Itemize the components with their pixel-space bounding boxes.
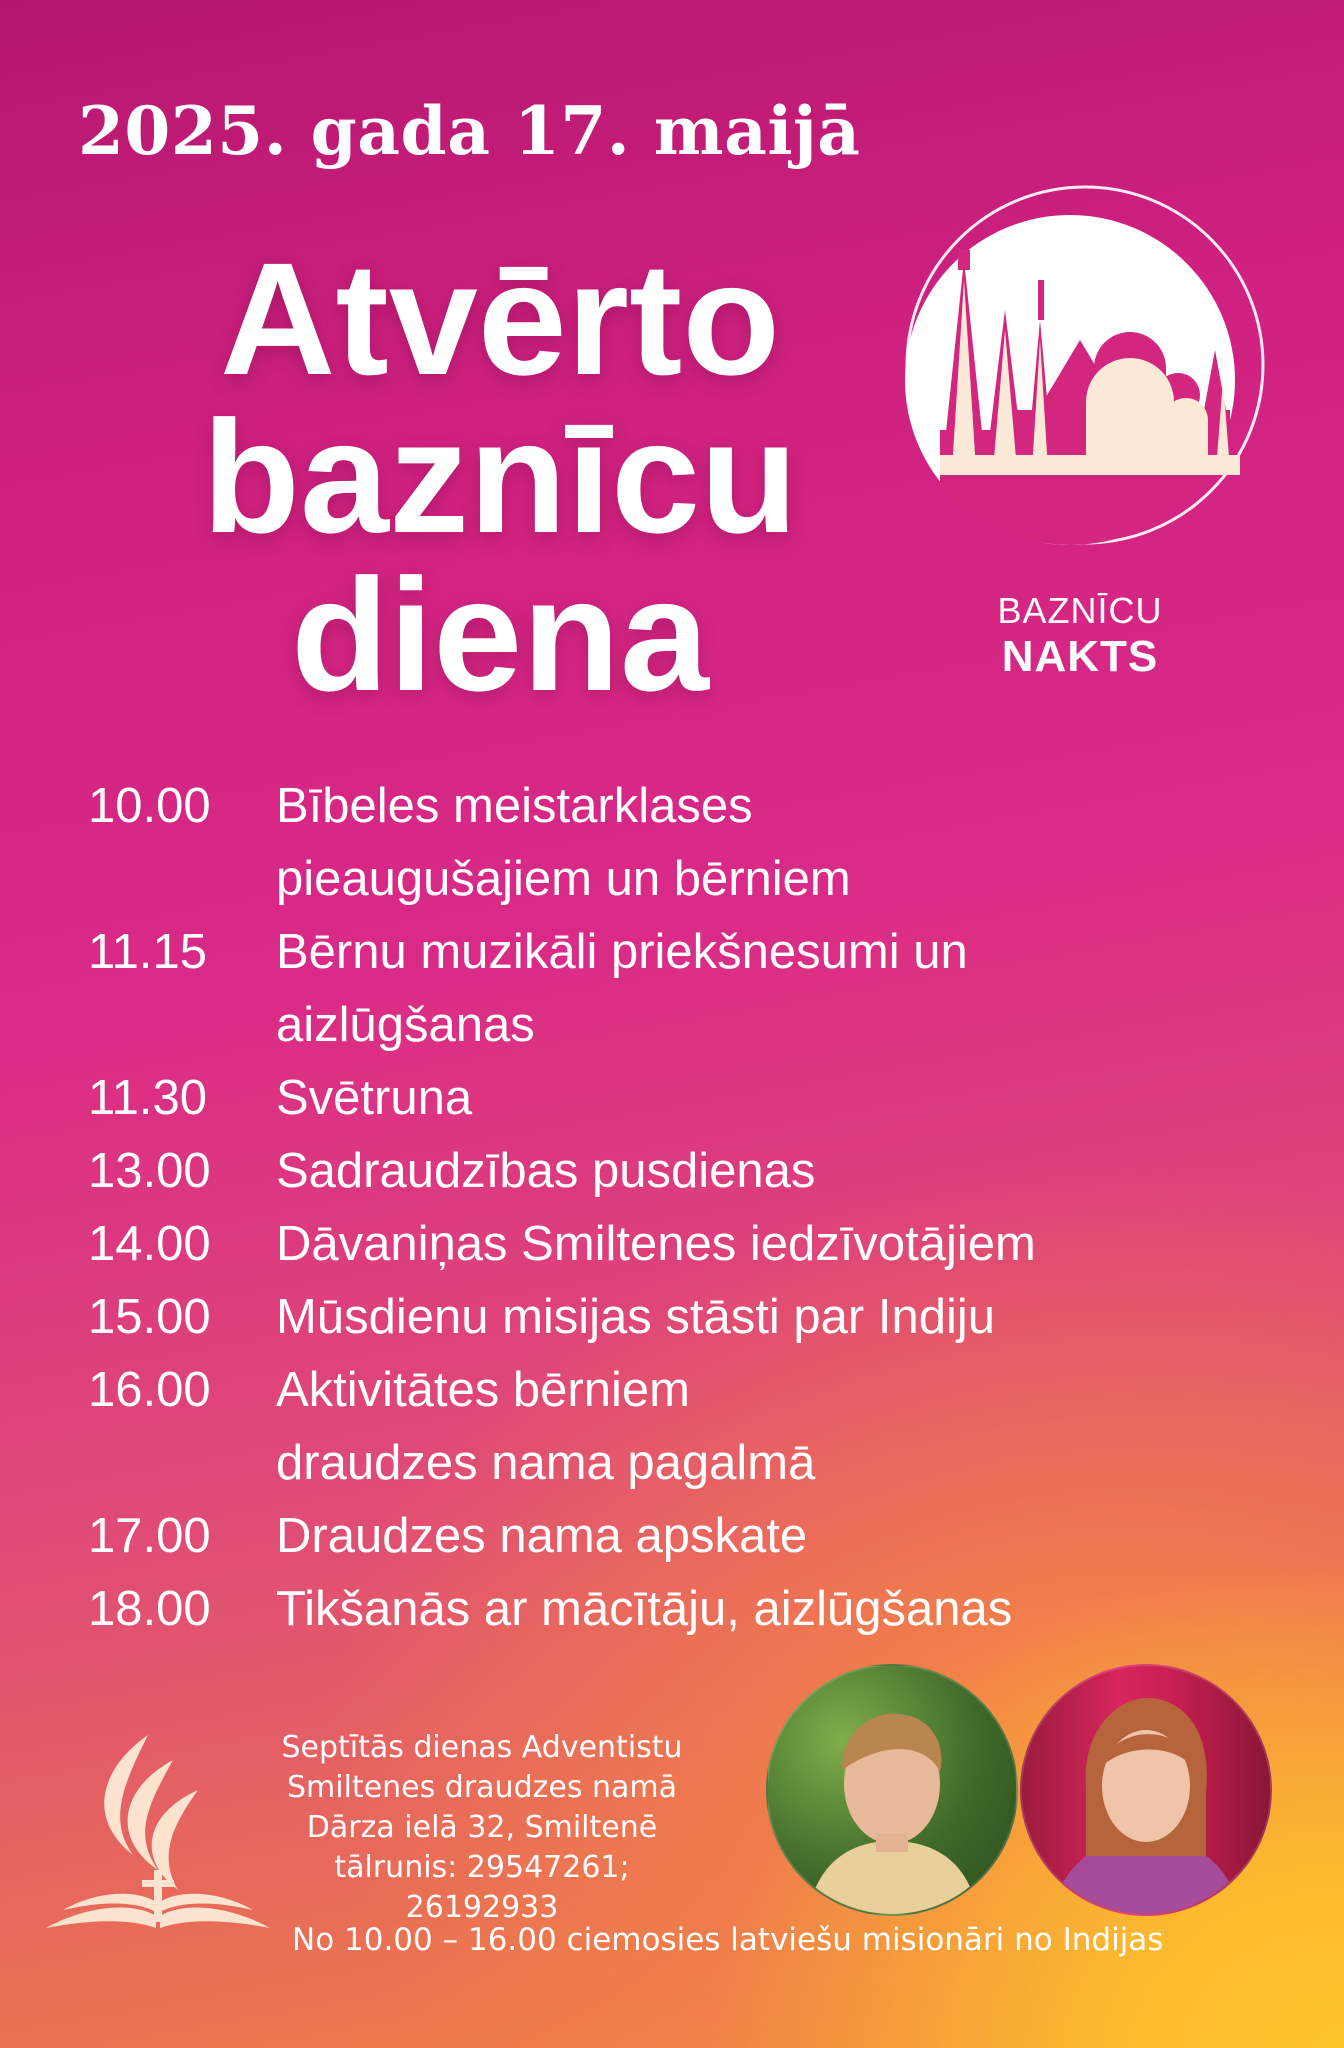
baznicu-nakts-logo-text bbox=[960, 588, 1200, 680]
logo-line-1: BAZNĪCU bbox=[997, 590, 1163, 631]
schedule-item bbox=[88, 1062, 1328, 1135]
missionary-photo-woman bbox=[1020, 1664, 1272, 1916]
activity-line: Svētruna bbox=[276, 1071, 473, 1125]
activity-line: Dāvaniņas Smiltenes iedzīvotājiem bbox=[276, 1217, 1036, 1271]
address-line: Dārza ielā 32, Smiltenē bbox=[306, 1810, 658, 1845]
schedule-item bbox=[88, 1354, 1328, 1500]
schedule-item bbox=[88, 1500, 1328, 1573]
schedule-activity bbox=[276, 1208, 1328, 1281]
title-line-2: baznīcu bbox=[202, 387, 798, 566]
title-line-1: Atvērto bbox=[219, 229, 781, 408]
schedule-activity bbox=[276, 1354, 1328, 1500]
schedule-item bbox=[88, 1281, 1328, 1354]
phone-line: tālrunis: 29547261; 26192933 bbox=[334, 1850, 630, 1925]
schedule-time: 15.00 bbox=[88, 1290, 211, 1344]
schedule-item bbox=[88, 770, 1328, 916]
event-date: 2025. gada 17. maijā bbox=[78, 92, 861, 170]
schedule-activity bbox=[276, 1062, 1328, 1135]
missionary-photo-man bbox=[766, 1664, 1018, 1916]
activity-line: Aktivitātes bērniem bbox=[276, 1363, 690, 1417]
logo-line-2: NAKTS bbox=[1001, 632, 1159, 681]
schedule-activity bbox=[276, 1135, 1328, 1208]
schedule-activity bbox=[276, 770, 1328, 916]
schedule-item bbox=[88, 916, 1328, 1062]
activity-line: Mūsdienu misijas stāsti par Indiju bbox=[276, 1290, 995, 1344]
activity-line: pieaugušajiem un bērniem bbox=[276, 852, 851, 906]
address-line: Septītās dienas Adventistu bbox=[281, 1730, 683, 1765]
activity-line: draudzes nama pagalmā bbox=[276, 1436, 816, 1490]
event-title bbox=[130, 229, 870, 724]
schedule-activity bbox=[276, 1281, 1328, 1354]
schedule-time: 11.15 bbox=[88, 925, 207, 979]
footer-note: No 10.00 – 16.00 ciemosies latviešu misionāri no Indijas bbox=[292, 1922, 1164, 1958]
schedule-item bbox=[88, 1208, 1328, 1281]
schedule-item bbox=[88, 1135, 1328, 1208]
schedule-activity bbox=[276, 1573, 1328, 1646]
schedule-time: 14.00 bbox=[88, 1217, 211, 1271]
activity-line: Bērnu muzikāli priekšnesumi un bbox=[276, 925, 968, 979]
schedule-activity bbox=[276, 916, 1328, 1062]
activity-line: Draudzes nama apskate bbox=[276, 1509, 808, 1563]
schedule-activity bbox=[276, 1500, 1328, 1573]
schedule-time: 16.00 bbox=[88, 1363, 211, 1417]
schedule-time: 17.00 bbox=[88, 1509, 211, 1563]
church-silhouette-moon-icon bbox=[880, 170, 1280, 560]
adventist-flame-bible-icon bbox=[38, 1730, 278, 1945]
activity-line: Bībeles meistarklases bbox=[276, 779, 753, 833]
schedule-list bbox=[88, 770, 1328, 1646]
address-line: Smiltenes draudzes namā bbox=[287, 1770, 677, 1805]
church-address bbox=[262, 1728, 702, 1928]
schedule-item bbox=[88, 1573, 1328, 1646]
title-line-3: diena bbox=[291, 545, 709, 724]
activity-line: Tikšanās ar mācītāju, aizlūgšanas bbox=[276, 1582, 1013, 1636]
activity-line: Sadraudzības pusdienas bbox=[276, 1144, 816, 1198]
schedule-time: 18.00 bbox=[88, 1582, 211, 1636]
schedule-time: 13.00 bbox=[88, 1144, 211, 1198]
activity-line: aizlūgšanas bbox=[276, 998, 535, 1052]
schedule-time: 10.00 bbox=[88, 779, 211, 833]
schedule-time: 11.30 bbox=[88, 1071, 207, 1125]
